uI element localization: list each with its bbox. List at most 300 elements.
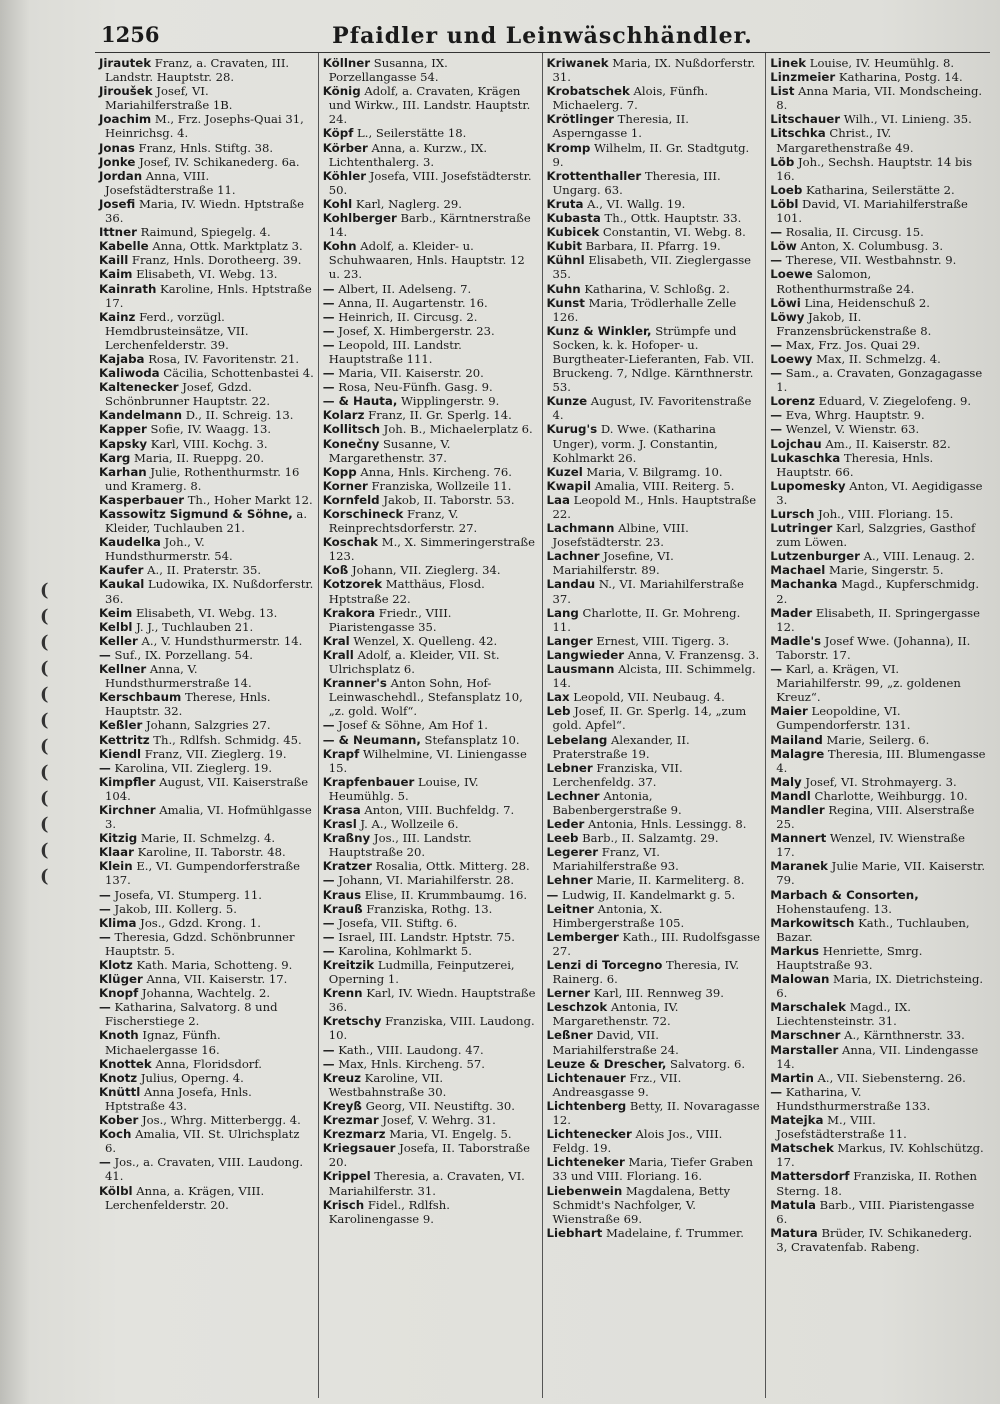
directory-entry xyxy=(770,944,986,972)
entry-name: Lichtenberg xyxy=(546,1098,627,1113)
entry-name: Lemberger xyxy=(546,929,619,944)
entry-detail: Maria, IX. Dietrichsteing. 6. xyxy=(776,972,984,1001)
entry-name: Linek xyxy=(770,56,807,70)
entry-detail: Jos., a. Cravaten, VIII. Laudong. 41. xyxy=(105,1155,304,1184)
entry-name: Jonas xyxy=(99,140,135,155)
directory-entry xyxy=(99,169,314,197)
entry-detail: Wipplingerstr. 9. xyxy=(397,394,500,409)
entry-detail: Franziska, VIII. Laudong. 10. xyxy=(328,1014,535,1043)
entry-name: — xyxy=(322,929,335,944)
entry-detail: Anna, Hnls. Kircheng. 76. xyxy=(356,464,512,479)
entry-name: Körber xyxy=(322,140,368,155)
entry-detail: a. Kleider, Tuchlauben 21. xyxy=(105,507,308,536)
entry-name: Kubit xyxy=(546,239,582,254)
entry-detail: August, IV. Favoritenstraße 4. xyxy=(552,394,752,423)
directory-entry xyxy=(323,606,538,634)
entry-name: Koch xyxy=(99,1127,132,1142)
entry-detail: Katharina, Postg. 14. xyxy=(835,70,963,85)
entry-name: Kapsky xyxy=(99,436,148,451)
directory-entry xyxy=(770,1169,986,1197)
entry-name: Marschner xyxy=(770,1028,841,1043)
entry-name: Konečny xyxy=(322,436,380,451)
directory-entry xyxy=(99,620,314,634)
entry-name: — xyxy=(322,380,335,395)
column-1 xyxy=(95,53,319,1398)
entry-name: Krötlinger xyxy=(546,112,614,127)
entry-name: Köpf xyxy=(322,126,354,141)
directory-entry xyxy=(323,902,538,916)
entry-name: Jiroušek xyxy=(99,84,153,99)
entry-detail: Josefa, II. Taborstraße 20. xyxy=(328,1141,530,1170)
entry-name: Koschak xyxy=(322,535,379,550)
entry-detail: Alcista, III. Schimmelg. 14. xyxy=(552,662,756,691)
entry-name: Kimpfler xyxy=(99,774,156,789)
entry-name: Linzmeier xyxy=(770,70,836,85)
directory-entry xyxy=(770,789,986,803)
entry-detail: Adolf, a. Kleider- u. Schuhwaaren, Hnls. Hauptstr. 12 u. 23. xyxy=(328,239,525,282)
entry-name: Kriegsauer xyxy=(322,1141,396,1156)
entry-detail: Marie, II. Karmeliterg. 8. xyxy=(592,873,745,888)
entry-name: Maier xyxy=(770,704,808,719)
entry-name: Lechner xyxy=(546,788,600,803)
entry-detail: Karl, IV. Wiedn. Hauptstraße 36. xyxy=(328,986,536,1015)
entry-name: Jirautek xyxy=(99,56,152,70)
entry-name: — xyxy=(546,887,559,902)
entry-detail: Th., Hoher Markt 12. xyxy=(184,492,313,507)
entry-name: Kraus xyxy=(322,887,362,902)
entry-detail: Anna, a. Krägen, VIII. Lerchenfelderstr. 20. xyxy=(105,1183,265,1212)
directory-entry xyxy=(770,366,986,394)
entry-detail: Anna, Ottk. Marktplatz 3. xyxy=(148,239,303,254)
entry-name: Kunst xyxy=(546,295,585,310)
directory-entry xyxy=(323,747,538,775)
entry-name: — xyxy=(322,873,335,888)
directory-entry xyxy=(323,676,538,718)
directory-entry xyxy=(323,507,538,535)
entry-detail: Leopoldine, VI. Gumpendorferstr. 131. xyxy=(776,704,911,733)
entry-name: Krisch xyxy=(322,1197,365,1212)
directory-entry xyxy=(323,56,538,84)
entry-detail: Theresia, a. Cravaten, VI. Mariahilferstr. 31. xyxy=(328,1169,525,1198)
entry-detail: Elisabeth, VII. Zieglergasse 35. xyxy=(552,253,752,282)
directory-entry xyxy=(99,141,314,155)
directory-entry xyxy=(547,634,762,648)
column-4 xyxy=(766,53,990,1398)
entry-name: — xyxy=(322,1042,335,1057)
directory-entry xyxy=(547,1184,762,1226)
entry-detail: Wilh., VI. Linieng. 35. xyxy=(840,112,972,127)
directory-entry xyxy=(547,761,762,789)
directory-entry xyxy=(770,451,986,479)
entry-detail: Friedr., VIII. Piaristengasse 35. xyxy=(328,605,452,634)
entry-detail: Alois Jos., VIII. Feldg. 19. xyxy=(552,1127,723,1156)
entry-detail: Maria, Tiefer Graben 33 und VIII. Floriang. 16. xyxy=(552,1155,753,1184)
entry-name: Krasl xyxy=(322,817,357,832)
entry-name: Krezmarz xyxy=(322,1127,386,1142)
directory-entry xyxy=(323,394,538,408)
entry-detail: Henriette, Smrg. Hauptstraße 93. xyxy=(776,943,923,972)
directory-entry xyxy=(547,1099,762,1127)
entry-name: Kollitsch xyxy=(322,422,380,437)
entry-detail: Fidel., Rdlfsh. Karolinengasse 9. xyxy=(328,1197,450,1226)
directory-entry xyxy=(323,338,538,366)
directory-entry xyxy=(99,803,314,831)
entry-name: Kratzer xyxy=(322,859,372,874)
entry-name: Keller xyxy=(99,633,138,648)
directory-entry xyxy=(547,253,762,281)
entry-name: — xyxy=(99,1155,111,1170)
directory-entry xyxy=(99,648,314,662)
entry-name: Mandl xyxy=(770,788,811,803)
directory-entry xyxy=(770,296,986,310)
directory-entry xyxy=(99,253,314,267)
directory-entry xyxy=(547,577,762,605)
directory-entry xyxy=(547,606,762,634)
entry-name: Langwieder xyxy=(546,647,625,662)
entry-detail: Kath., Tuchlauben, Bazar. xyxy=(776,915,970,944)
directory-entry xyxy=(547,845,762,873)
entry-detail: Eva, Whrg. Hauptstr. 9. xyxy=(782,408,925,423)
entry-detail: Leopold, VII. Neubaug. 4. xyxy=(569,690,725,705)
directory-entry xyxy=(770,408,986,422)
directory-entry xyxy=(323,888,538,902)
entry-name: Koß xyxy=(322,563,349,578)
entry-name: Legerer xyxy=(546,845,599,860)
directory-entry xyxy=(547,225,762,239)
directory-entry xyxy=(770,1043,986,1071)
directory-entry xyxy=(547,817,762,831)
entry-detail: Elisabeth, II. Springergasse 12. xyxy=(776,605,980,634)
directory-entry xyxy=(770,1085,986,1113)
entry-name: Kainz xyxy=(99,309,136,324)
entry-detail: Elisabeth, VI. Webg. 13. xyxy=(132,605,278,620)
entry-detail: Franz, II. Gr. Sperlg. 14. xyxy=(364,408,512,423)
entry-detail: Franz, V. Reinprechtsdorferstr. 27. xyxy=(328,507,478,536)
directory-entry xyxy=(99,718,314,732)
directory-entry xyxy=(99,1155,314,1183)
directory-entry xyxy=(99,437,314,451)
entry-detail: Joh., VIII. Floriang. 15. xyxy=(814,507,954,521)
directory-entry xyxy=(547,733,762,761)
entry-name: Kohlberger xyxy=(322,211,397,226)
entry-name: Löwi xyxy=(770,295,801,310)
entry-name: Löbl xyxy=(770,196,799,211)
directory-entry xyxy=(323,437,538,465)
entry-detail: Leopold M., Hnls. Hauptstraße 22. xyxy=(552,492,757,521)
entry-name: Matschek xyxy=(770,1141,834,1156)
directory-entry xyxy=(323,296,538,310)
directory-entry xyxy=(99,972,314,986)
entry-detail: Cäcilia, Schottenbastei 4. xyxy=(159,366,314,381)
entry-detail: Jakob, III. Kollerg. 5. xyxy=(110,901,237,916)
entry-name: Litschauer xyxy=(770,112,841,127)
directory-entry xyxy=(99,563,314,577)
entry-name: Krapf xyxy=(322,746,360,761)
entry-name: Lerner xyxy=(546,986,591,1001)
directory-entry xyxy=(547,1226,762,1240)
entry-detail: Barb., II. Salzamtg. 29. xyxy=(578,831,719,846)
entry-detail: Max, II. Schmelzg. 4. xyxy=(812,351,941,366)
entry-name: Lojchau xyxy=(770,436,822,451)
entry-name: Lebelang xyxy=(546,732,608,747)
entry-name: Lang xyxy=(546,605,579,620)
entry-detail: Kath., III. Rudolfsgasse 27. xyxy=(552,929,761,958)
directory-entry xyxy=(99,690,314,718)
entry-detail: Josefa, VI. Stumperg. 11. xyxy=(110,887,262,902)
directory-entry xyxy=(323,775,538,803)
entry-detail: Susanna, IX. Porzellangasse 54. xyxy=(328,56,448,85)
entry-detail: Amalia, VII. St. Ulrichsplatz 6. xyxy=(105,1127,300,1156)
entry-name: Leitner xyxy=(546,901,594,916)
entry-detail: Wenzel, X. Quelleng. 42. xyxy=(349,633,498,648)
entry-detail: Kath. Maria, Schotteng. 9. xyxy=(132,958,293,972)
entry-name: Klaar xyxy=(99,845,134,860)
directory-entry xyxy=(770,1028,986,1042)
entry-detail: Karolina, Kohlmarkt 5. xyxy=(334,943,472,958)
directory-entry xyxy=(99,1184,314,1212)
directory-entry xyxy=(770,831,986,859)
entry-name: Kolarz xyxy=(322,408,365,423)
directory-entry xyxy=(99,1057,314,1071)
entry-detail: M., VIII. Josefstädterstraße 11. xyxy=(776,1113,907,1142)
entry-name: — xyxy=(770,225,783,240)
entry-detail: Suf., IX. Porzellang. 54. xyxy=(110,647,253,662)
entry-name: Kaill xyxy=(99,253,129,268)
directory-entry xyxy=(770,352,986,366)
entry-name: Maranek xyxy=(770,859,828,874)
directory-entry xyxy=(323,1113,538,1127)
entry-detail: Johanna, Wachtelg. 2. xyxy=(138,986,271,1001)
entry-detail: Regina, VIII. Alserstraße 25. xyxy=(776,802,975,832)
entry-detail: Anna, Floridsdorf. xyxy=(151,1056,262,1071)
entry-name: Kaufer xyxy=(99,563,144,578)
directory-entry xyxy=(323,873,538,887)
entry-name: Kaltenecker xyxy=(99,380,179,395)
entry-name: Krezmar xyxy=(322,1113,379,1128)
directory-entry xyxy=(770,972,986,1000)
entry-detail: Th., Rdlfsh. Schmidg. 45. xyxy=(149,732,302,747)
entry-detail: Anna, VIII. Josefstädterstraße 11. xyxy=(105,168,236,197)
directory-entry xyxy=(99,310,314,352)
entry-detail: Maria, IX. Nußdorferstr. 31. xyxy=(552,56,756,85)
entry-name: Markus xyxy=(770,943,820,958)
directory-columns xyxy=(95,53,990,1398)
entry-name: Kainrath xyxy=(99,281,157,296)
entry-detail: Alexander, II. Praterstraße 19. xyxy=(552,732,690,761)
directory-entry xyxy=(547,296,762,324)
entry-name: Leschzok xyxy=(546,1000,608,1015)
directory-entry xyxy=(99,859,314,887)
entry-detail: August, VII. Kaiserstraße 104. xyxy=(105,774,309,803)
entry-detail: Ludmilla, Feinputzerei, Operning 1. xyxy=(328,958,515,987)
entry-detail: Maria, Trödlerhalle Zelle 126. xyxy=(552,295,737,324)
entry-detail: Magd., IX. Liechtensteinstr. 31. xyxy=(776,1000,911,1029)
directory-entry xyxy=(99,366,314,380)
directory-entry xyxy=(547,704,762,732)
entry-name: Kaukal xyxy=(99,577,145,592)
entry-detail: Jakob, II. Taborstr. 53. xyxy=(379,492,515,507)
entry-name: — xyxy=(322,718,335,733)
entry-detail: Matthäus, Flosd. Hptstraße 22. xyxy=(328,577,485,606)
entry-detail: M., Frz. Josephs-Quai 31, Heinrichsg. 4. xyxy=(105,112,304,141)
entry-detail: Israel, III. Landstr. Hptstr. 75. xyxy=(334,929,515,944)
directory-entry xyxy=(770,563,986,577)
page-title: Pfaidler und Leinwäschhändler. xyxy=(332,23,753,49)
entry-name: — xyxy=(99,901,111,916)
entry-detail: Eduard, V. Ziegelofeng. 9. xyxy=(814,394,972,409)
entry-detail: Rosalia, II. Circusg. 15. xyxy=(782,225,924,240)
entry-name: Kreitzik xyxy=(322,958,375,972)
entry-detail: Th., Ottk. Hauptstr. 33. xyxy=(600,211,742,226)
directory-entry xyxy=(770,775,986,789)
entry-name: Leßner xyxy=(546,1028,593,1043)
entry-detail: Susanne, V. Margarethenstr. 37. xyxy=(328,436,451,465)
directory-entry xyxy=(770,507,986,521)
directory-entry xyxy=(323,986,538,1014)
entry-name: — xyxy=(99,1000,111,1015)
entry-detail: Salvatorg. 6. xyxy=(666,1056,746,1071)
entry-name: Kühnl xyxy=(546,253,585,268)
entry-detail: Markus, IV. Kohlschützg. 17. xyxy=(776,1141,984,1170)
directory-entry xyxy=(770,1113,986,1141)
entry-name: — xyxy=(322,323,335,338)
directory-entry xyxy=(770,916,986,944)
entry-detail: Ernest, VIII. Tigerg. 3. xyxy=(592,633,730,648)
entry-detail: Barb., VIII. Piaristengasse 6. xyxy=(776,1197,975,1226)
entry-name: Kwapil xyxy=(546,478,592,493)
entry-name: Lenzi di Torcegno xyxy=(546,958,663,972)
entry-name: Mannert xyxy=(770,831,827,846)
entry-detail: Karoline, Hnls. Hptstraße 17. xyxy=(105,281,312,310)
entry-detail: Wenzel, V. Wienstr. 63. xyxy=(782,422,920,437)
entry-detail: Josefa, VIII. Josefstädterstr. 50. xyxy=(328,168,532,197)
entry-detail: Anna Maria, VII. Mondscheing. 8. xyxy=(776,84,983,113)
entry-detail: D. Wwe. (Katharina Unger), vorm. J. Constantin, Kohlmarkt 26. xyxy=(552,422,718,465)
entry-name: Lachner xyxy=(546,549,600,564)
entry-name: — xyxy=(770,1084,783,1099)
entry-name: — xyxy=(770,422,783,437)
entry-name: Löw xyxy=(770,239,797,254)
directory-entry xyxy=(323,1198,538,1226)
entry-name: Krenn xyxy=(322,986,363,1001)
entry-name: Lausmann xyxy=(546,662,615,677)
directory-entry xyxy=(770,394,986,408)
entry-name: Litschka xyxy=(770,126,826,141)
entry-name: Malowan xyxy=(770,972,830,987)
entry-detail: Josefa, VII. Stiftg. 6. xyxy=(334,915,458,930)
directory-entry xyxy=(547,112,762,140)
directory-entry xyxy=(770,549,986,563)
entry-name: Kerschbaum xyxy=(99,690,182,705)
entry-detail: Josef, V. Wehrg. 31. xyxy=(378,1113,496,1128)
entry-detail: Amalia, VIII. Reiterg. 5. xyxy=(591,478,735,493)
entry-detail: A., Kärnthnerstr. 33. xyxy=(840,1028,965,1043)
directory-entry xyxy=(547,211,762,225)
entry-name: Klotz xyxy=(99,958,133,972)
directory-entry xyxy=(99,493,314,507)
entry-name: Matejka xyxy=(770,1113,824,1128)
entry-detail: Franz, Hnls. Stiftg. 38. xyxy=(134,140,274,155)
entry-detail: Jos., III. Landstr. Hauptstraße 20. xyxy=(328,831,472,860)
directory-entry xyxy=(547,789,762,817)
entry-detail: Josef, VI. Mariahilferstraße 1B. xyxy=(105,84,233,113)
entry-detail: Amalia, VI. Hofmühlgasse 3. xyxy=(105,802,312,832)
entry-name: List xyxy=(770,84,795,99)
directory-entry xyxy=(323,831,538,859)
entry-name: — xyxy=(322,295,335,310)
entry-name: Kopp xyxy=(322,464,357,479)
directory-entry xyxy=(323,1014,538,1042)
entry-detail: A., II. Praterstr. 35. xyxy=(143,563,262,578)
directory-entry xyxy=(323,958,538,986)
entry-detail: A., VI. Wallg. 19. xyxy=(583,196,686,211)
entry-name: — xyxy=(99,929,111,944)
directory-entry xyxy=(770,1000,986,1028)
entry-name: Machael xyxy=(770,563,826,578)
entry-detail: L., Seilerstätte 18. xyxy=(353,126,467,141)
entry-detail: Anton, VI. Aegidigasse 3. xyxy=(776,478,983,507)
directory-entry xyxy=(323,1043,538,1057)
entry-detail: A., VIII. Lenaug. 2. xyxy=(860,549,975,564)
entry-name: Mattersdorf xyxy=(770,1169,850,1184)
directory-entry xyxy=(99,380,314,408)
entry-detail: Am., II. Kaiserstr. 82. xyxy=(821,436,951,451)
directory-entry xyxy=(323,803,538,817)
directory-entry xyxy=(99,761,314,775)
entry-name: Malagre xyxy=(770,746,825,761)
directory-entry xyxy=(99,1085,314,1113)
entry-name: Kubasta xyxy=(546,211,601,226)
entry-name: — xyxy=(770,253,783,268)
directory-entry xyxy=(99,930,314,958)
entry-name: Mader xyxy=(770,605,813,620)
entry-name: Kunze xyxy=(546,394,588,409)
directory-entry xyxy=(323,1127,538,1141)
directory-entry xyxy=(770,521,986,549)
entry-detail: Maria, V. Bilgramg. 10. xyxy=(582,464,723,479)
entry-detail: Karl, a. Krägen, VI. Mariahilferstr. 99, „z. goldenen Kreuz“. xyxy=(776,662,961,705)
directory-entry xyxy=(323,366,538,380)
entry-name: Kriwanek xyxy=(546,56,609,70)
entry-name: Kreyß xyxy=(322,1098,362,1113)
entry-detail: D., II. Schreig. 13. xyxy=(182,408,294,423)
entry-name: Madle's xyxy=(770,633,822,648)
entry-name: Kellner xyxy=(99,662,147,677)
entry-detail: Maria, VI. Engelg. 5. xyxy=(385,1127,512,1142)
directory-entry xyxy=(323,648,538,676)
page-header xyxy=(95,22,990,53)
directory-entry xyxy=(547,902,762,930)
entry-detail: Elise, II. Krummbaumg. 16. xyxy=(361,887,528,902)
entry-detail: Jos., Whrg. Mitterbergg. 4. xyxy=(138,1113,301,1128)
entry-name: Knopf xyxy=(99,986,139,1001)
entry-name: Marstaller xyxy=(770,1042,839,1057)
directory-entry xyxy=(770,479,986,507)
entry-name: Kromp xyxy=(546,140,591,155)
directory-entry xyxy=(770,437,986,451)
entry-detail: Maria, VII. Kaiserstr. 20. xyxy=(334,366,484,381)
directory-entry xyxy=(770,888,986,916)
directory-entry xyxy=(547,888,762,902)
directory-entry xyxy=(770,1198,986,1226)
entry-name: Kapper xyxy=(99,422,147,437)
entry-name: Kaim xyxy=(99,267,133,282)
entry-name: — xyxy=(322,915,335,930)
entry-detail: Katharina, V. Schloßg. 2. xyxy=(580,281,730,296)
entry-detail: Anton, X. Columbusg. 3. xyxy=(796,239,944,254)
entry-name: Kuhn xyxy=(546,281,581,296)
entry-detail: Barbara, II. Pfarrg. 19. xyxy=(581,239,721,254)
